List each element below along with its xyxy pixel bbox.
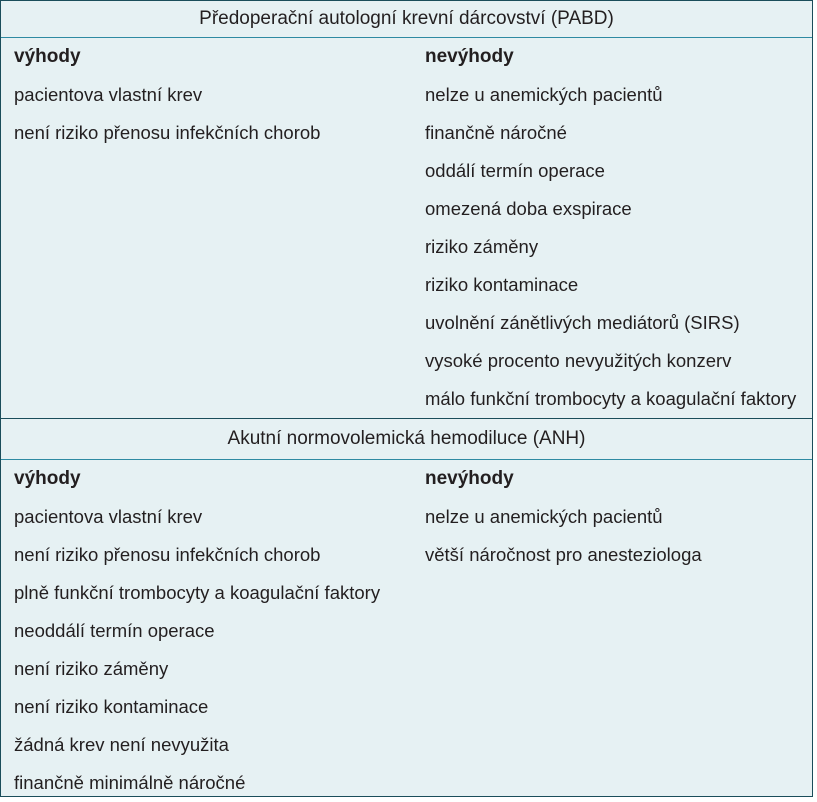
pabd-disadvantage: riziko kontaminace [425, 274, 579, 295]
pabd-disadvantage: finančně náročné [425, 122, 567, 143]
anh-title: Akutní normovolemická hemodiluce (ANH) [1, 419, 812, 460]
table-row [1, 574, 812, 612]
table-row [1, 536, 812, 574]
table-row [1, 688, 812, 726]
anh-advantage: není riziko záměny [14, 658, 169, 679]
anh-advantage: pacientova vlastní krev [14, 506, 203, 527]
anh-disadvantage: nelze u anemických pacientů [425, 506, 663, 527]
pabd-disadvantage: vysoké procento nevyužitých konzerv [425, 350, 732, 371]
table-row [1, 190, 812, 228]
table-row [1, 342, 812, 380]
anh-advantage: plně funkční trombocyty a koagulační faktory [14, 582, 381, 603]
table-row [1, 726, 812, 764]
anh-disadvantage: větší náročnost pro anesteziologa [425, 544, 702, 565]
anh-advantage: neoddálí termín operace [14, 620, 215, 641]
table-row [1, 380, 812, 418]
pabd-disadvantage: omezená doba exspirace [425, 198, 632, 219]
pabd-advantages-header: výhody [14, 46, 81, 67]
anh-advantage: žádná krev není nevyužita [14, 734, 229, 755]
anh-section [1, 418, 812, 802]
table-row [1, 152, 812, 190]
table-row [1, 498, 812, 536]
anh-disadvantages-header: nevýhody [425, 468, 514, 489]
anh-advantage: není riziko kontaminace [14, 696, 209, 717]
table-row [1, 266, 812, 304]
pabd-section [1, 1, 812, 418]
table-row [1, 76, 812, 114]
table-row [1, 228, 812, 266]
table-row [1, 650, 812, 688]
table-row [1, 612, 812, 650]
pabd-disadvantage: oddálí termín operace [425, 160, 605, 181]
table-row [1, 304, 812, 342]
anh-advantage: není riziko přenosu infekčních chorob [14, 544, 321, 565]
anh-rows [1, 498, 812, 802]
pabd-disadvantages-header: nevýhody [425, 46, 514, 67]
table-row [1, 764, 812, 802]
pabd-disadvantage: riziko záměny [425, 236, 539, 257]
anh-advantage: finančně minimálně náročné [14, 772, 246, 793]
pabd-disadvantage: uvolnění zánětlivých mediátorů (SIRS) [425, 312, 740, 333]
pabd-disadvantage: málo funkční trombocyty a koagulační faktory [425, 388, 797, 409]
anh-header-row [1, 460, 812, 498]
pabd-rows [1, 76, 812, 418]
pabd-disadvantage: nelze u anemických pacientů [425, 84, 663, 105]
pabd-title: Předoperační autologní krevní dárcovství (PABD) [1, 1, 812, 38]
anh-advantages-header: výhody [14, 468, 81, 489]
pabd-advantage: není riziko přenosu infekčních chorob [14, 122, 321, 143]
table-row [1, 114, 812, 152]
pabd-advantage: pacientova vlastní krev [14, 84, 203, 105]
pabd-header-row [1, 38, 812, 76]
